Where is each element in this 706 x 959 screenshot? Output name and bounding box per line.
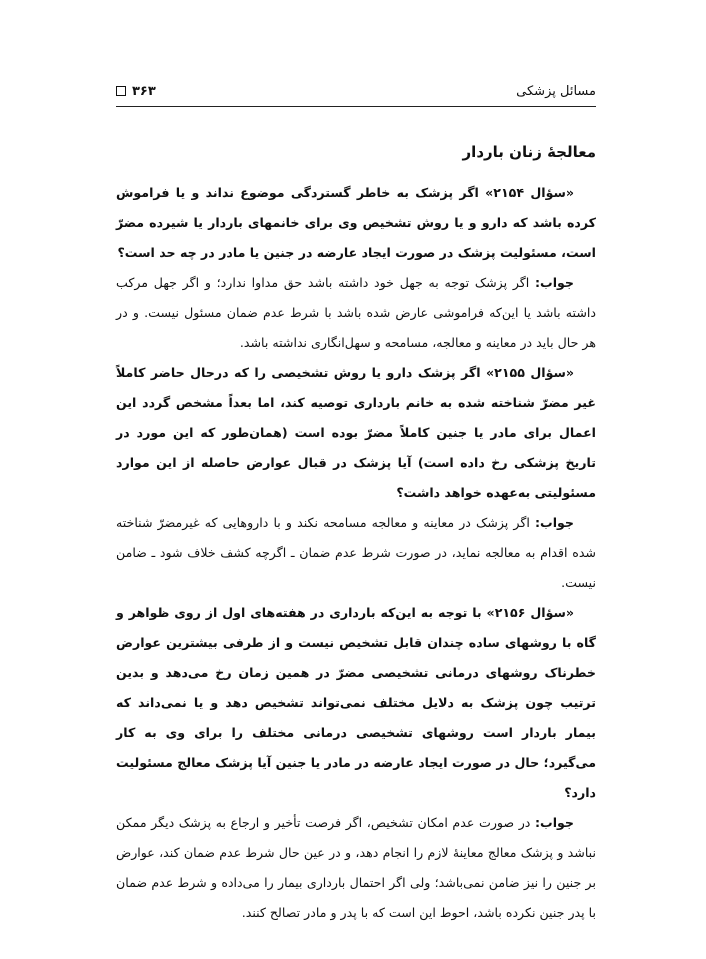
square-box-icon — [116, 86, 126, 96]
page-body — [116, 140, 596, 928]
answer-2155 — [116, 508, 596, 598]
answer-text: اگر پزشک در معاینه و معالجه مسامحه نکند و با داروهایی که غیرمضرّ شناخته شده اقدام به معالجه نماید، در صورت شرط عدم ضمان ـ اگرچه کشف خلاف شود ـ ضامن نیست. — [116, 515, 596, 590]
question-2154: «سؤال ۲۱۵۴» اگر پزشک به خاطر گستردگی موضوع نداند و یا فراموش کرده باشد که دارو و یا روش تشخیص وی برای خانمهای باردار یا شیرده مضرّ است، مسئولیت پزشک در صورت ایجاد عارضه در جنین یا مادر در چه حد است؟ — [116, 185, 596, 260]
answer-label: جواب: — [535, 275, 574, 290]
running-header — [116, 80, 596, 102]
question-2155: «سؤال ۲۱۵۵» اگر پزشک دارو یا روش تشخیصی را که درحال حاضر کاملاً غیر مضرّ شناخته شده به خانم بارداری توصیه کند، اما بعداً مشخص گردد این اعمال برای مادر یا جنین کاملاً مضرّ بوده است (همان‌طور که این مورد در تاریخ پزشکی رخ داده است) آیا پزشک در قبال عوارض حاصله از این موارد مسئولیتی به‌عهده خواهد داشت؟ — [116, 365, 596, 500]
section-title: معالجۀ زنان باردار — [462, 143, 596, 161]
answer-2154 — [116, 268, 596, 358]
page-number — [116, 84, 156, 99]
answer-text: اگر پزشک توجه به جهل خود داشته باشد حق مداوا ندارد؛ و اگر جهل مرکب داشته باشد یا این‌که فراموشی عارض شده باشد با شرط عدم ضمان مسئول نیست. و در هر حال باید در معاینه و معالجه، مسامحه و سهل‌انگاری نداشته باشد. — [116, 275, 596, 350]
header-rule — [116, 106, 596, 107]
answer-text: در صورت عدم امکان تشخیص، اگر فرصت تأخیر و ارجاع به پزشک دیگر ممکن نباشد و پزشک معالج معاینهٔ لازم را انجام دهد، و در عین حال شرط عدم ضمان کند، عوارض بر جنین را نیز ضامن نمی‌باشد؛ ولی اگر احتمال بارداری بیمار را می‌داده و شرط عدم ضمان با پدر جنین نکرده باشد، احوط این است که با پدر و مادر تصالح کنند. — [116, 815, 596, 920]
answer-label: جواب: — [535, 815, 574, 830]
answer-2156 — [116, 808, 596, 928]
question-2156: «سؤال ۲۱۵۶» با توجه به این‌که بارداری در هفته‌های اول از روی ظواهر و گاه با روشهای ساده چندان قابل تشخیص نیست و از طرفی بیشترین عوارض خطرناک روشهای درمانی تشخیصی مضرّ در همین زمان رخ می‌دهد و بدین ترتیب چون پزشک به دلایل مختلف نمی‌تواند تشخیص دهد و یا نمی‌داند که بیمار باردار است روشهای تشخیصی درمانی مختلف را برای وی به کار می‌گیرد؛ حال در صورت ایجاد عارضه در مادر یا جنین آیا پزشک معالج مسئولیت دارد؟ — [116, 605, 596, 800]
running-title: مسائل پزشکی — [516, 83, 596, 99]
answer-label: جواب: — [535, 515, 574, 530]
page-number-text: ۳۶۳ — [132, 83, 156, 99]
